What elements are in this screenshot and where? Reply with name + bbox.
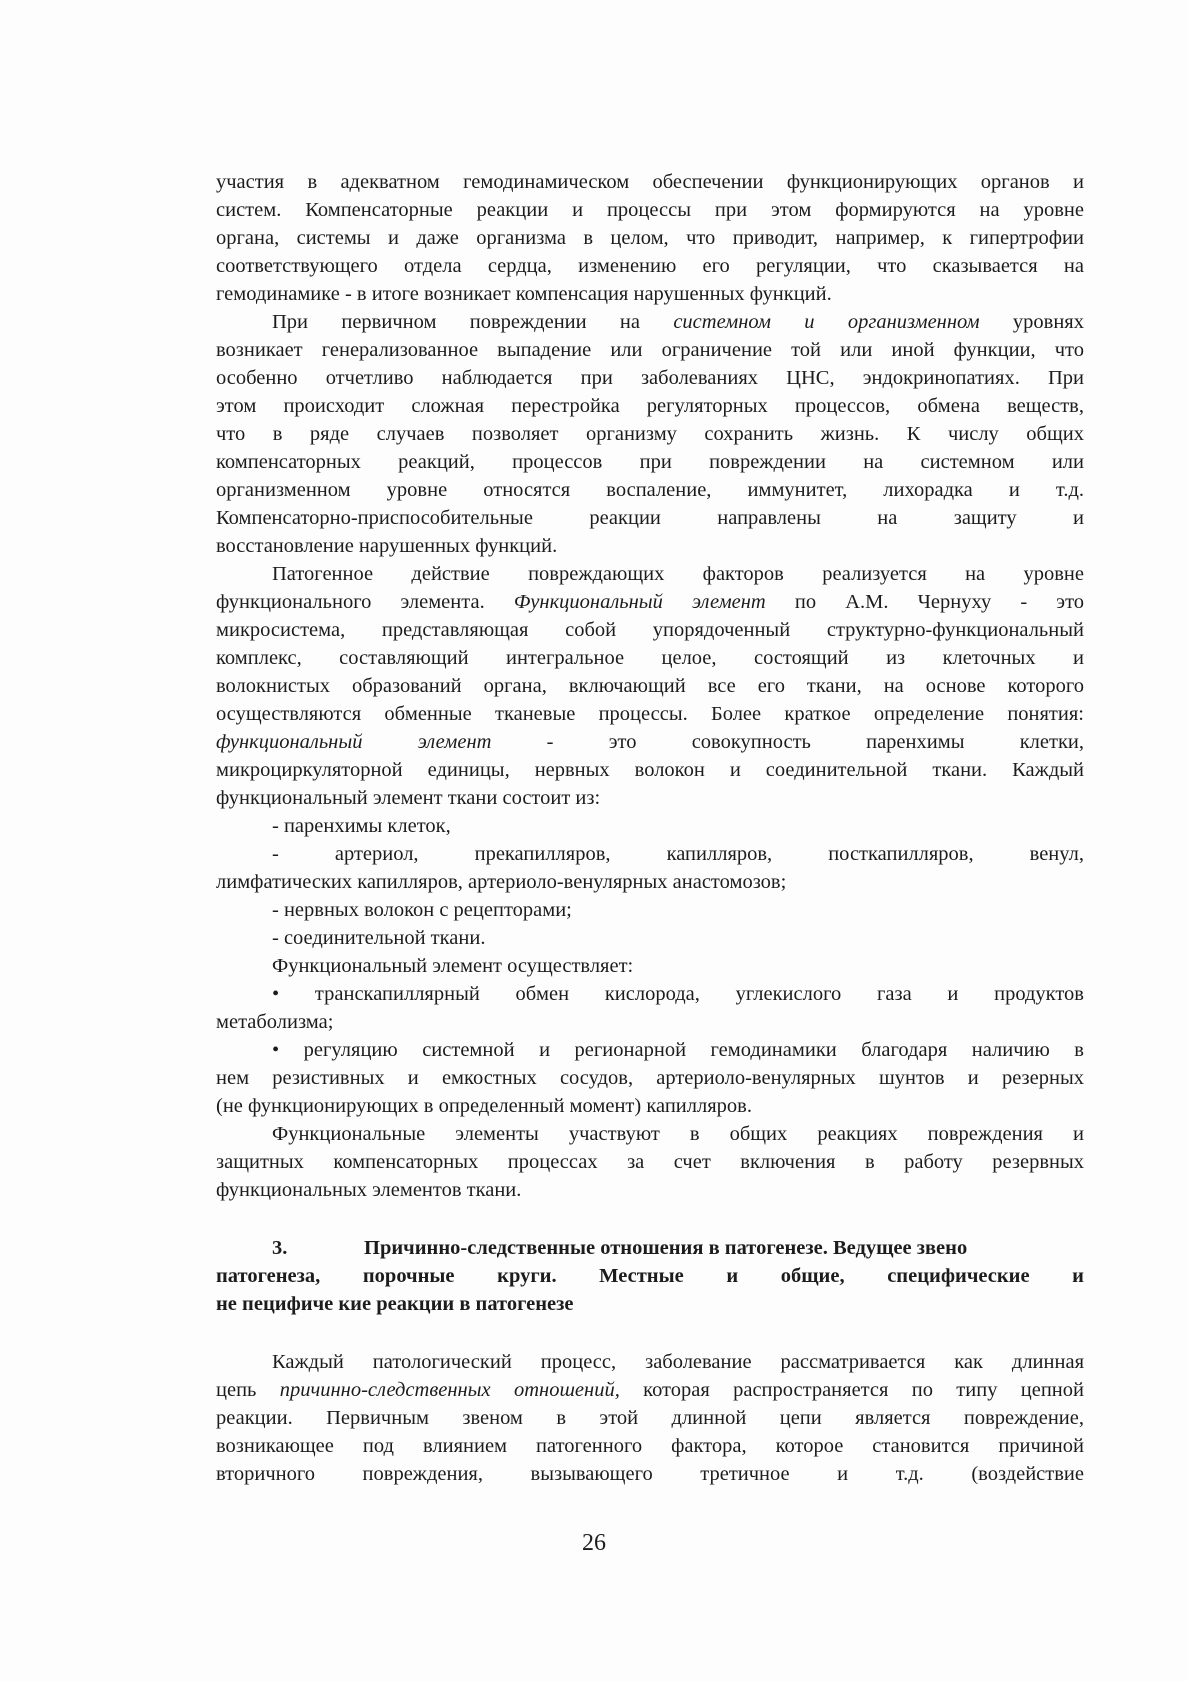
paragraph	[216, 308, 1084, 560]
text-line: реакции. Первичным звеном в этой длинной цепи является повреждение,	[216, 1407, 1084, 1429]
italic-term: Функциональный элемент	[513, 591, 766, 613]
function-list	[216, 980, 1084, 1120]
list-item: - артериол, прекапилляров, капилляров, посткапилляров, венул,	[272, 843, 1084, 865]
italic-term: функциональный элемент	[216, 731, 492, 753]
heading-line	[216, 1234, 1138, 1262]
heading-line: не пецифиче кие реакции в патогенезе	[216, 1293, 574, 1315]
text-line: соответствующего отдела сердца, изменению его регуляции, что сказывается на	[216, 255, 1084, 277]
text-line: Каждый патологический процесс, заболевание рассматривается как длинная	[272, 1351, 1084, 1373]
list-item-continuation: метаболизма;	[216, 1011, 334, 1033]
paragraph	[216, 1120, 1084, 1204]
text-line: этом происходит сложная перестройка регуляторных процессов, обмена веществ,	[216, 395, 1084, 417]
text-line: Функциональный элемент осуществляет:	[272, 955, 634, 977]
list-item-continuation: (не функционирующих в определенный момент) капилляров.	[216, 1095, 752, 1117]
text-line: цепь причинно-следственных отношений, которая распространяется по типу цепной	[216, 1379, 1084, 1401]
text-line: функциональный элемент - это совокупность паренхимы клетки,	[216, 731, 1084, 753]
section-number: 3.	[272, 1237, 288, 1259]
list-item-continuation: нем резистивных и емкостных сосудов, артериоло-венулярных шунтов и резерных	[216, 1067, 1084, 1089]
list-item: - паренхимы клеток,	[272, 815, 451, 837]
paragraph	[216, 1348, 1084, 1488]
heading-line: патогенеза, порочные круги. Местные и общие, специфические и	[216, 1265, 1084, 1287]
text-line: функционального элемента. Функциональный элемент по А.М. Чернуху - это	[216, 591, 1085, 613]
list-item: • транскапиллярный обмен кислорода, углекислого газа и продуктов	[272, 983, 1084, 1005]
text-line: систем. Компенсаторные реакции и процессы при этом формируются на уровне	[216, 199, 1084, 221]
page-number: 26	[582, 1530, 606, 1556]
text-line: гемодинамике - в итоге возникает компенсация нарушенных функций.	[216, 283, 832, 305]
text-line: возникающее под влиянием патогенного фактора, которое становится причиной	[216, 1435, 1084, 1457]
heading-text: Причинно-следственные отношения в патогенезе. Ведущее звено	[364, 1237, 968, 1259]
text-line: вторичного повреждения, вызывающего третичное и т.д. (воздействие	[216, 1463, 1084, 1485]
text-line: микросистема, представляющая собой упорядоченный структурно-функциональный	[216, 619, 1084, 641]
text-line: восстановление нарушенных функций.	[216, 535, 558, 557]
list-item: - нервных волокон с рецепторами;	[272, 899, 572, 921]
text-line: При первичном повреждении на системном и организменном уровнях	[272, 311, 1084, 333]
text-line: участия в адекватном гемодинамическом обеспечении функционирующих органов и	[216, 171, 1084, 193]
text-line: возникает генерализованное выпадение или ограничение той или иной функции, что	[216, 339, 1084, 361]
text-line: микроциркуляторной единицы, нервных волокон и соединительной ткани. Каждый	[216, 759, 1084, 781]
text-line: комплекс, составляющий интегральное целое, состоящий из клеточных и	[216, 647, 1084, 669]
page-body	[216, 168, 1084, 1488]
component-list	[216, 812, 1084, 952]
text-line: что в ряде случаев позволяет организму сохранить жизнь. К числу общих	[216, 423, 1084, 445]
text-line: организменном уровне относятся воспаление, иммунитет, лихорадка и т.д.	[216, 479, 1084, 501]
text-line: защитных компенсаторных процессах за счет включения в работу резервных	[216, 1151, 1084, 1173]
text-line: осуществляются обменные тканевые процессы. Более краткое определение понятия:	[216, 703, 1084, 725]
text-line: Функциональные элементы участвуют в общих реакциях повреждения и	[272, 1123, 1084, 1145]
italic-term: причинно-следственных отношений,	[279, 1379, 620, 1401]
text-line: функциональных элементов ткани.	[216, 1179, 522, 1201]
italic-term: системном и организменном	[673, 311, 980, 333]
list-item: • регуляцию системной и регионарной гемодинамики благодаря наличию в	[272, 1039, 1084, 1061]
text-line: компенсаторных реакций, процессов при повреждении на системном или	[216, 451, 1084, 473]
text-line: Компенсаторно-приспособительные реакции направлены на защиту и	[216, 507, 1084, 529]
text-line: органа, системы и даже организма в целом, что приводит, например, к гипертрофии	[216, 227, 1084, 249]
paragraph	[216, 560, 1084, 812]
paragraph	[216, 168, 1084, 308]
list-item: - соединительной ткани.	[272, 927, 486, 949]
list-item-continuation: лимфатических капилляров, артериоло-венулярных анастомозов;	[216, 871, 787, 893]
text-line: функциональный элемент ткани состоит из:	[216, 787, 601, 809]
text-line: Патогенное действие повреждающих факторов реализуется на уровне	[272, 563, 1084, 585]
section-heading	[216, 1234, 1084, 1318]
text-line: волокнистых образований органа, включающий все его ткани, на основе которого	[216, 675, 1084, 697]
text-line: особенно отчетливо наблюдается при заболеваниях ЦНС, эндокринопатиях. При	[216, 367, 1084, 389]
